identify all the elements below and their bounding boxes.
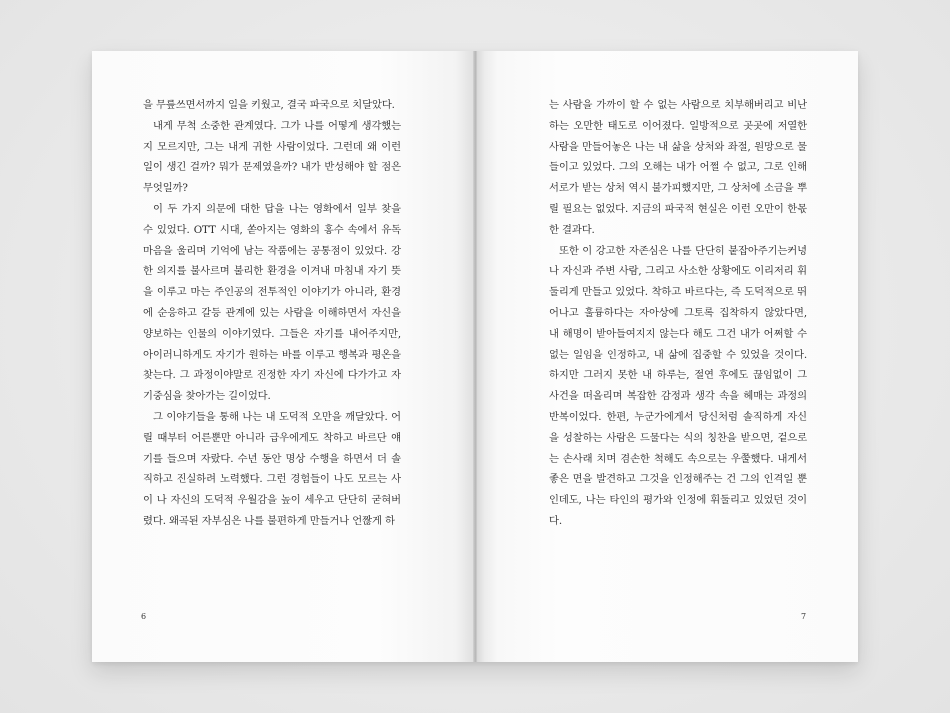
book-gutter — [473, 51, 477, 662]
right-page — [475, 51, 858, 662]
paragraph: 또한 이 강고한 자존심은 나를 단단히 붙잡아주기는커녕 나 자신과 주변 사람, 그리고 사소한 상황에도 이리저리 휘둘리게 만들고 있었다. 착하고 바르다는, 즉 도덕적으로 뛰어나고 훌륭하다는 자아상에 그토록 집착하지 않았다면, 내 해명이 받아들여지지 않는다 해도 그건 내가 어쩌할 수 없는 일임을 인정하고, 내 삶에 집중할 수 있었을 것이다. 하지만 그러지 못한 내 하루는, 절연 후에도 끊임없이 그 사건을 떠올리며 복잡한 감정과 생각 속을 헤매는 과정의 반복이었다. 한편, 누군가에게서 당신처럼 솔직하게 자신을 성찰하는 사람은 드물다는 식의 칭찬을 받으면, 겉으로는 손사래 치며 겸손한 척해도 속으로는 우쭐했다. 내게서 좋은 면을 발견하고 그것을 인정해주는 건 그의 인격일 뿐인데도, 나는 타인의 평가와 인정에 휘둘리고 있었던 것이다. — [549, 244, 807, 527]
page-number: 7 — [801, 612, 807, 621]
paragraph: 이 두 가지 의문에 대한 답을 나는 영화에서 일부 찾을 수 있었다. OTT 시대, 쏟아지는 영화의 홍수 속에서 유독 마음을 울리며 기억에 남는 작품에는 공통점이 있었다. 강한 의지를 불사르며 불리한 환경을 이겨내 마침내 자기 뜻을 이루고 마는 주인공의 전투적인 이야기가 아니라, 환경에 순응하고 갈등 관계에 있는 사람을 이해하면서 자신을 양보하는 인물의 이야기였다. 그들은 자기를 내어주지만, 아이러니하게도 자기가 원하는 바를 이루고 행복과 평온을 찾는다. 그 과정이야말로 진정한 자기 자신에 다가가고 자기중심을 찾아가는 길이었다. — [143, 202, 401, 403]
paragraph: 을 무릎쓰면서까지 일을 키웠고, 결국 파국으로 치달았다. — [143, 99, 395, 111]
paragraph: 내게 무척 소중한 관계였다. 그가 나를 어떻게 생각했는지 모르지만, 그는 내게 귀한 사람이었다. 그런데 왜 이런 일이 생긴 걸까? 뭐가 문제였을까? 내가 반성해야 할 점은 무엇일까? — [143, 119, 401, 195]
paragraph: 는 사람을 가까이 할 수 없는 사람으로 치부해버리고 비난하는 오만한 태도로 이어졌다. 일방적으로 곳곳에 저열한 사람을 만들어놓은 나는 내 삶을 상처와 좌절, 원망으로 물들이고 있었다. 그의 오해는 내가 어쩔 수 없고, 그로 인해 서로가 받는 상처 역시 불가피했지만, 그 상처에 소금을 뿌릴 필요는 없었다. 지금의 파국적 현실은 이런 오만이 한몫한 결과다. — [549, 99, 807, 236]
left-page-text — [143, 95, 401, 532]
open-book — [92, 51, 858, 662]
page-number: 6 — [141, 612, 147, 621]
paragraph: 그 이야기들을 통해 나는 내 도덕적 오만을 깨달았다. 어릴 때부터 어른뿐만 아니라 급우에게도 착하고 바르단 얘기를 들으며 자랐다. 수년 동안 명상 수행을 하면서 더 솔직하고 진실하려 노력했다. 그런 경험들이 나도 모르는 사이 나 자신의 도덕적 우월감을 높이 세우고 단단히 굳혀버렸다. 왜곡된 자부심은 나를 불편하게 만들거나 언짢게 하 — [143, 410, 401, 527]
left-page — [92, 51, 475, 662]
right-page-text — [549, 95, 807, 532]
